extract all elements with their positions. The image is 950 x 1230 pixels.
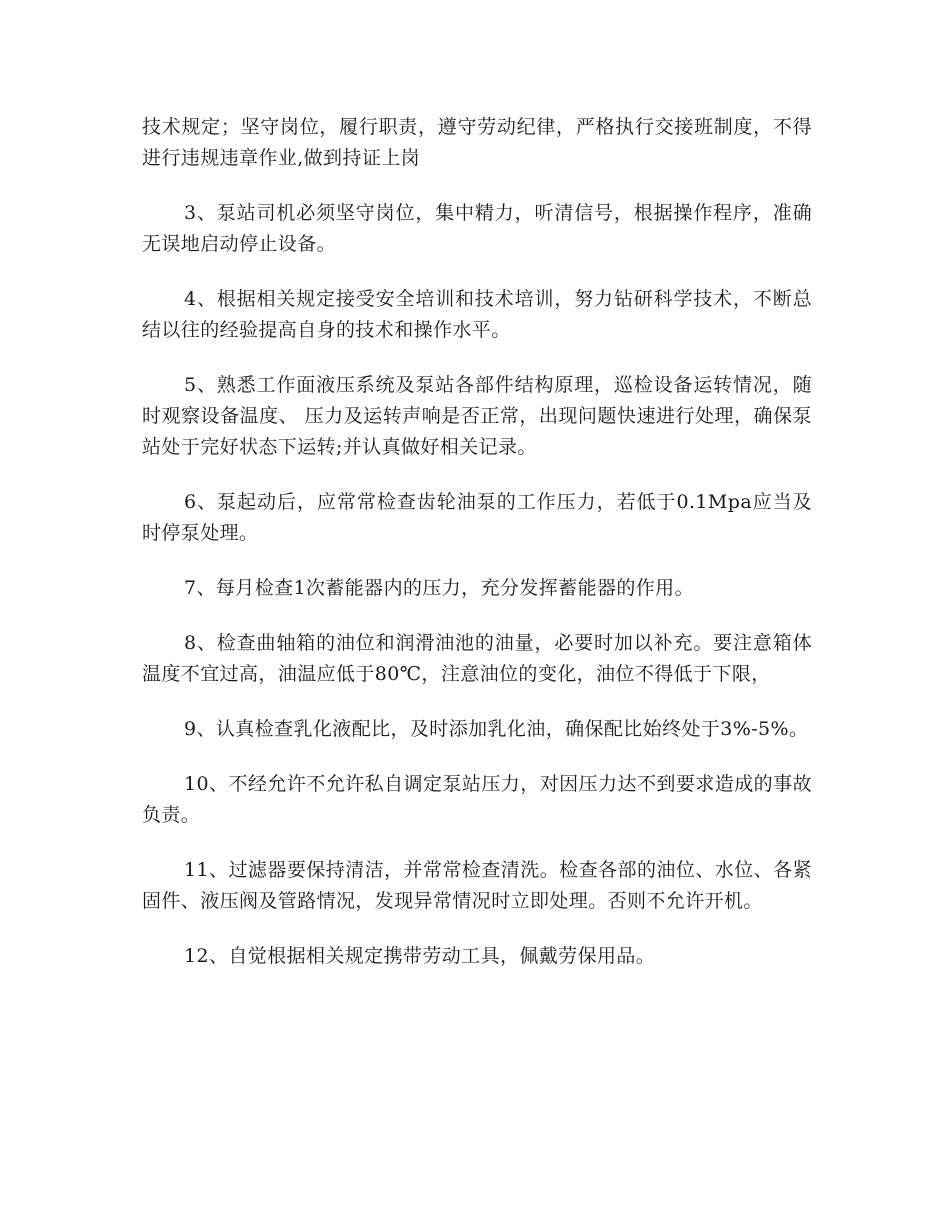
paragraph-item-12: 12、自觉根据相关规定携带劳动工具，佩戴劳保用品。 [184,945,656,967]
paragraph-item-7: 7、每月检查1次蓄能器内的压力，充分发挥蓄能器的作用。 [184,577,694,599]
paragraph-item-3: 3、泵站司机必须坚守岗位，集中精力，听清信号，根据操作程序，准确无误地启动停止设备。 [142,202,812,255]
document-body [142,112,812,972]
paragraph-item-8: 8、检查曲轴箱的油位和润滑油池的油量，必要时加以补充。要注意箱体温度不宜过高，油温应低于80℃，注意油位的变化，油位不得低于下限， [142,632,812,685]
paragraph-item-11: 11、过滤器要保持清洁，并常常检查清洗。检查各部的油位、水位、各紧固件、液压阀及管路情况，发现异常情况时立即处理。否则不允许开机。 [142,859,812,912]
paragraph-item-10: 10、不经允许不允许私自调定泵站压力，对因压力达不到要求造成的事故负责。 [142,773,812,826]
paragraph-item-5: 5、熟悉工作面液压系统及泵站各部件结构原理，巡检设备运转情况，随时观察设备温度、 压力及运转声响是否正常，出现问题快速进行处理，确保泵站处于完好状态下运转;并认真做好相关记录。 [142,374,812,458]
paragraph-item-9: 9、认真检查乳化液配比，及时添加乳化油，确保配比始终处于3%-5%。 [184,718,809,740]
paragraph-item-6: 6、泵起动后，应常常检查齿轮油泵的工作压力，若低于0.1Mpa应当及时停泵处理。 [142,491,812,544]
paragraph-continuation: 技术规定；坚守岗位，履行职责，遵守劳动纪律，严格执行交接班制度，不得进行违规违章作业,做到持证上岗 [142,116,812,169]
paragraph-item-4: 4、根据相关规定接受安全培训和技术培训，努力钻研科学技术，不断总结以往的经验提高自身的技术和操作水平。 [142,288,812,341]
